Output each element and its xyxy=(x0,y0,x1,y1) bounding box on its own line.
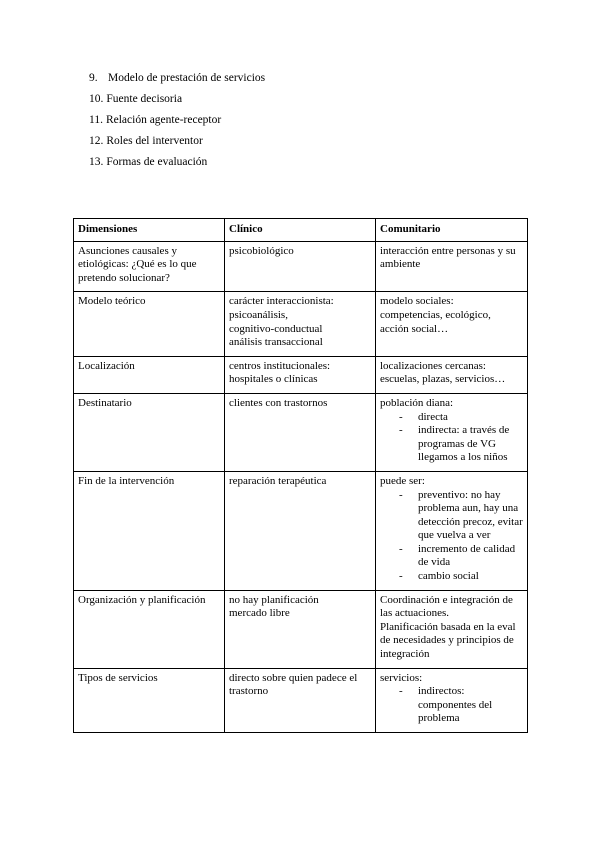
cell-clinico xyxy=(225,292,376,356)
cell-line: directo sobre quien padece el trastorno xyxy=(229,671,358,698)
list-item xyxy=(89,133,265,154)
dash-list-item: - directa xyxy=(380,411,523,425)
header-clinico: Clínico xyxy=(225,219,376,242)
list-text: Relación agente-receptor xyxy=(105,114,222,126)
list-number: 9. xyxy=(89,72,98,84)
cell-line: escuelas, plazas, servicios… xyxy=(380,373,506,386)
dash-list-item: - cambio social xyxy=(380,570,523,584)
cell-line: cognitivo-conductual xyxy=(229,322,323,335)
numbered-list xyxy=(89,70,265,175)
list-text: Modelo de prestación de servicios xyxy=(108,72,266,84)
table-row xyxy=(74,241,528,292)
cell-intro: puede ser: xyxy=(380,474,425,487)
cell-clinico xyxy=(225,590,376,668)
cell-comunitario xyxy=(376,356,528,393)
cell-line: interacción entre personas y su ambiente xyxy=(380,244,516,271)
list-number: 10. xyxy=(89,93,104,105)
cell-clinico xyxy=(225,393,376,471)
table-row xyxy=(74,292,528,356)
cell-line: modelo sociales: xyxy=(380,295,454,308)
cell-dimension: Asunciones causales y etiológicas: ¿Qué es lo que pretendo solucionar? xyxy=(74,241,225,292)
cell-line: clientes con trastornos xyxy=(229,396,328,409)
cell-line: acción social… xyxy=(380,322,449,335)
cell-line: análisis transaccional xyxy=(229,336,323,349)
header-dimensiones: Dimensiones xyxy=(74,219,225,242)
list-text: Formas de evaluación xyxy=(106,156,208,168)
cell-dimension: Destinatario xyxy=(74,393,225,471)
cell-intro: servicios: xyxy=(380,671,423,684)
cell-line: mercado libre xyxy=(229,607,290,620)
cell-line: psicobiológico xyxy=(229,244,294,257)
cell-clinico xyxy=(225,241,376,292)
list-text: Fuente decisoria xyxy=(106,93,183,105)
cell-comunitario xyxy=(376,241,528,292)
table-row xyxy=(74,393,528,471)
cell-line: localizaciones cercanas: xyxy=(380,359,486,372)
dash-list xyxy=(380,489,523,584)
list-item xyxy=(89,91,265,112)
list-number: 11. xyxy=(89,114,103,126)
list-item xyxy=(89,70,265,91)
cell-dimension: Fin de la intervención xyxy=(74,471,225,590)
cell-comunitario xyxy=(376,471,528,590)
cell-dimension: Tipos de servicios xyxy=(74,668,225,732)
cell-clinico xyxy=(225,668,376,732)
cell-line: competencias, ecológico, xyxy=(380,308,491,321)
cell-line: Coordinación e integración de las actuaciones. xyxy=(380,593,513,620)
cell-dimension: Organización y planificación xyxy=(74,590,225,668)
cell-line: centros institucionales: xyxy=(229,359,331,372)
dash-list-item: - indirectos: componentes del problema xyxy=(380,685,523,726)
cell-line: reparación terapéutica xyxy=(229,474,327,487)
cell-line: psicoanálisis, xyxy=(229,308,288,321)
cell-comunitario xyxy=(376,393,528,471)
list-item xyxy=(89,112,265,133)
cell-clinico xyxy=(225,356,376,393)
cell-comunitario xyxy=(376,590,528,668)
cell-intro: población diana: xyxy=(380,396,454,409)
list-item xyxy=(89,154,265,175)
dimensions-table xyxy=(73,218,528,733)
dash-list-item: - incremento de calidad de vida xyxy=(380,543,523,570)
cell-clinico xyxy=(225,471,376,590)
cell-dimension: Localización xyxy=(74,356,225,393)
cell-comunitario xyxy=(376,668,528,732)
list-text: Roles del interventor xyxy=(106,135,203,147)
table-row xyxy=(74,356,528,393)
cell-line: hospitales o clínicas xyxy=(229,373,318,386)
table-row xyxy=(74,668,528,732)
table-row xyxy=(74,471,528,590)
dash-list-item: - indirecta: a través de programas de VG llegamos a los niños xyxy=(380,424,523,465)
cell-line: no hay planificación xyxy=(229,593,319,606)
table-header-row xyxy=(74,219,528,242)
cell-line: carácter interaccionista: xyxy=(229,295,334,308)
dash-list xyxy=(380,685,523,726)
cell-dimension: Modelo teórico xyxy=(74,292,225,356)
dash-list-item: - preventivo: no hay problema aun, hay una detección precoz, evitar que vuelva a ver xyxy=(380,489,523,543)
cell-comunitario xyxy=(376,292,528,356)
cell-line: Planificación basada en la eval de necesidades y principios de integración xyxy=(380,620,516,661)
dash-list xyxy=(380,411,523,465)
list-number: 13. xyxy=(89,156,104,168)
list-number: 12. xyxy=(89,135,104,147)
table-row xyxy=(74,590,528,668)
header-comunitario: Comunitario xyxy=(376,219,528,242)
